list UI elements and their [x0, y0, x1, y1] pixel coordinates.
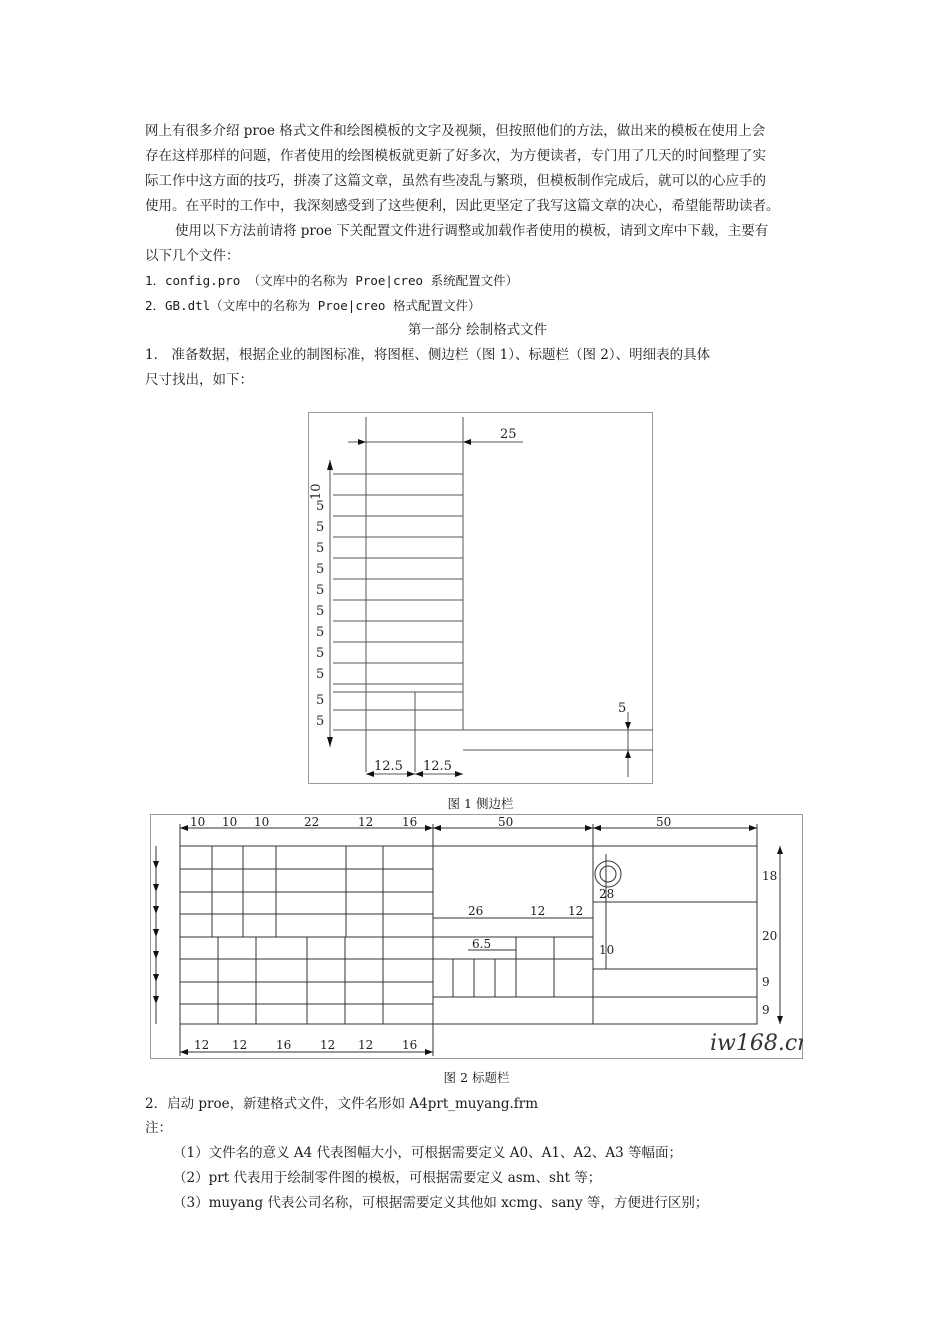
fig2-bottom-dim-3: 16 [276, 1038, 292, 1052]
fig2-top-dim-1: 10 [190, 815, 206, 829]
step1-line-2: 尺寸找出，如下： [145, 372, 253, 388]
fig2-right-dim-1: 18 [762, 869, 778, 883]
fig2-top-dim-3: 10 [254, 815, 270, 829]
fig2-top-dim-4: 22 [304, 815, 320, 829]
fig2-bottom-dim-4: 12 [320, 1038, 336, 1052]
figure-2-title-block-drawing [150, 814, 803, 1059]
step1-line-1: 1． 准备数据，根据企业的制图标准，将图框、侧边栏（图 1）、标题栏（图 2）、明细表的具体 [145, 347, 711, 363]
fig1-dim-row-9: 5 [316, 667, 325, 682]
fig1-dim-row-11: 5 [316, 714, 325, 729]
fig2-bottom-dim-2: 12 [232, 1038, 248, 1052]
intro-paragraph-line-3: 际工作中这方面的技巧，拼凑了这篇文章，虽然有些凌乱与繁琐，但模板制作完成后，就可以的心应手的 [145, 173, 766, 189]
figure-1-caption: 图 1 侧边栏 [447, 796, 514, 811]
file-list-item-2: 2．GB.dtl（文库中的名称为 Proe|creo 格式配置文件） [145, 298, 481, 313]
fig2-bottom-dim-5: 12 [358, 1038, 374, 1052]
note-item-3: （3）muyang 代表公司名称，可根据需要定义其他如 xcmg、sany 等，方便进行区别； [173, 1195, 709, 1211]
fig1-dim-first-row: 10 [309, 483, 324, 500]
fig2-top-dim-6: 16 [402, 815, 418, 829]
intro-paragraph-line-4: 使用。在平时的工作中，我深刻感受到了这些便利，因此更坚定了我写这篇文章的决心，希望能帮助读者。 [145, 198, 780, 214]
figure-1-sidebar-drawing [308, 412, 653, 784]
note-item-1: （1）文件名的意义 A4 代表图幅大小，可根据需要定义 A0、A1、A2、A3 等幅面； [173, 1145, 682, 1161]
fig2-top-dim-2: 10 [222, 815, 238, 829]
intro-paragraph-line-2: 存在这样那样的问题，作者使用的绘图模板就更新了好多次，为方便读者，专门用了几天的时间整理了实 [145, 148, 766, 164]
fig1-dim-row-8: 5 [316, 646, 325, 661]
fig2-top-dim-7: 50 [498, 815, 514, 829]
fig1-dim-right: 5 [618, 701, 627, 716]
fig2-right-dim-3: 9 [762, 975, 770, 989]
fig2-dim-28: 28 [599, 887, 615, 901]
fig1-dim-row-7: 5 [316, 625, 325, 640]
fig2-mid-dim-1: 26 [468, 904, 484, 918]
intro-paragraph-line-1: 网上有很多介绍 proe 格式文件和绘图模板的文字及视频，但按照他们的方法，做出来的模板在使用上会 [145, 123, 766, 139]
fig2-dim-10: 10 [599, 943, 615, 957]
section-title: 第一部分 绘制格式文件 [407, 322, 548, 338]
file-list-item-1: 1．config.pro （文库中的名称为 Proe|creo 系统配置文件） [145, 273, 519, 288]
fig2-dim-6-5: 6.5 [472, 937, 492, 951]
note-item-2: （2）prt 代表用于绘制零件图的模板，可根据需要定义 asm、sht 等； [173, 1170, 602, 1186]
usage-paragraph-line-1: 使用以下方法前请将 proe 下关配置文件进行调整或加载作者使用的模板，请到文库中下载，主要有 [175, 223, 769, 239]
watermark-text: iw168.cn [710, 1031, 803, 1056]
fig2-right-dim-4: 9 [762, 1003, 770, 1017]
fig2-top-dim-5: 12 [358, 815, 374, 829]
fig1-dim-row-6: 5 [316, 604, 325, 619]
fig1-dim-row-5: 5 [316, 583, 325, 598]
usage-paragraph-line-2: 以下几个文件： [145, 248, 240, 264]
fig1-dim-bottom-right: 12.5 [423, 759, 452, 774]
fig2-bottom-dim-1: 12 [194, 1038, 210, 1052]
fig2-top-dim-8: 50 [656, 815, 672, 829]
fig1-dim-row-10: 5 [316, 693, 325, 708]
fig1-dim-row-4: 5 [316, 562, 325, 577]
fig1-dim-row-2: 5 [316, 520, 325, 535]
figure-2-caption: 图 2 标题栏 [443, 1070, 510, 1085]
fig1-dim-row-3: 5 [316, 541, 325, 556]
fig1-dim-top: 25 [500, 427, 517, 442]
fig2-right-dim-2: 20 [762, 929, 778, 943]
step2-line: 2．启动 proe，新建格式文件，文件名形如 A4prt_muyang.frm [145, 1096, 539, 1112]
fig1-dim-row-1: 5 [316, 499, 325, 514]
fig2-bottom-dim-6: 16 [402, 1038, 418, 1052]
fig1-dim-bottom-left: 12.5 [374, 759, 403, 774]
note-label: 注： [145, 1120, 172, 1136]
fig2-mid-dim-3: 12 [568, 904, 584, 918]
fig2-mid-dim-2: 12 [530, 904, 546, 918]
